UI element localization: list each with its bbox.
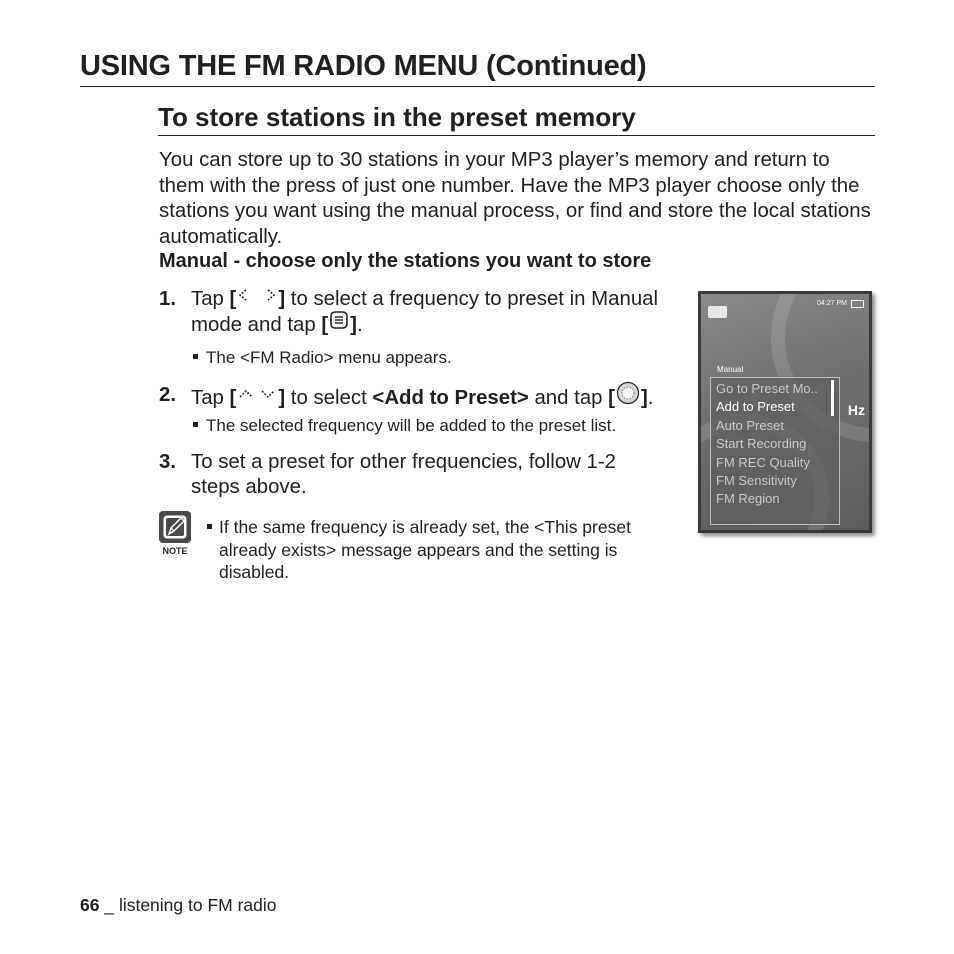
intro-paragraph: You can store up to 30 stations in your MP3 player’s memory and return to them with the press of just one number. Have the MP3 player choose only the stations you want using the manual process, or find and store the local stations automatically. [159,149,871,248]
battery-icon [851,300,864,308]
title-divider [80,86,875,87]
step-number: 1. [159,288,177,310]
device-clock: 04:27 PM [817,300,847,307]
page-number: 66 [80,895,100,915]
section-heading: To store stations in the preset memory [158,102,636,132]
step-text: Tap [ ] to select a frequency to preset in Manual mode and tap [ ]. [191,287,661,339]
footer-section: listening to FM radio [118,895,277,915]
device-mode: Manual [717,365,744,374]
menu-item[interactable]: FM Sensitivity [716,473,797,488]
note-pencil-icon [159,511,191,543]
menu-item[interactable]: FM REC Quality [716,455,810,470]
step-2-result: The selected frequency will be added to the preset list. [193,415,616,437]
step-number: 2. [159,384,177,406]
menu-item[interactable]: FM Region [716,491,780,506]
up-down-arrows-icon [236,384,278,409]
bullet-icon [207,524,212,529]
step-text: To set a preset for other frequencies, follow 1-2 steps above. [191,451,617,498]
menu-scrollbar [831,380,834,416]
note-label: NOTE [162,546,188,556]
menu-item[interactable]: Auto Preset [716,418,784,433]
page-footer [80,895,277,916]
frequency-unit: Hz [847,402,865,418]
step-number: 3. [159,451,177,473]
radio-icon [708,306,727,318]
step-1-result: The <FM Radio> menu appears. [193,347,452,369]
device-screenshot [698,291,872,533]
left-right-arrows-icon [236,285,278,310]
step-text: Tap [ ] to select <Add to Preset> and tap [ ]. [191,383,691,414]
bullet-icon [193,354,198,359]
menu-button-icon [328,310,350,337]
page-title: USING THE FM RADIO MENU (Continued) [80,50,647,82]
bullet-icon [193,422,198,427]
menu-item[interactable]: Start Recording [716,436,807,451]
menu-item-selected[interactable]: Add to Preset [716,399,795,414]
device-screen [701,294,869,530]
footer-separator: _ [99,895,119,915]
section-divider [158,135,875,136]
manual-heading: Manual - choose only the stations you want to store [159,250,652,272]
note-text: If the same frequency is already set, the <This preset already exists> message appears and the setting is disabled. [219,517,631,582]
fm-radio-menu [710,377,840,525]
menu-item[interactable]: Go to Preset Mo.. [716,381,818,396]
select-button-icon [615,381,641,412]
